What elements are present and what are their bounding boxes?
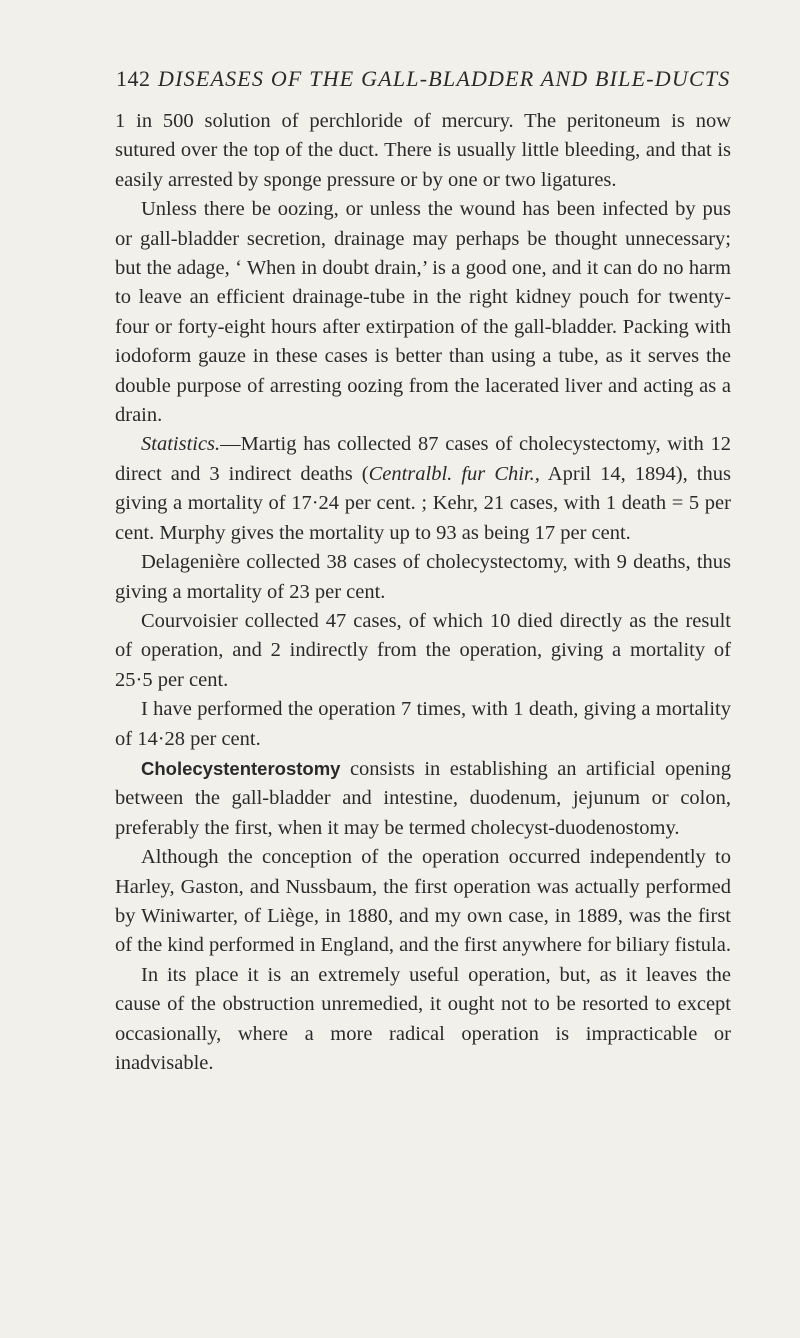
page-number: 142 (116, 66, 151, 91)
paragraph-history: Although the conception of the operation occurred independently to Harley, Gaston, and Nussbaum, the first operation was actually performed by Winiwarter, of Liège, in 1880, and my own case, in 1889, was the first of the kind performed in England, and the first anywhere for biliary fistula. (115, 846, 731, 957)
paragraph-continuation: 1 in 500 solution of perchloride of mercury. The peritoneum is now sutured over the top of the duct. There is usually little bleeding, and that is easily arrested by sponge pressure or by one or two ligatures. (115, 110, 731, 191)
paragraph-drainage: Unless there be oozing, or unless the wound has been infected by pus or gall-bladder secretion, drainage may perhaps be thought unnecessary; but the adage, ‘ When in doubt drain,’ is a good one, and it can do no harm to leave an efficient drainage-tube in the right kidney pouch for twenty-four or forty-eight hours after extirpation of the gall-bladder. Packing with iodoform gauze in these cases is better than using a tube, as it serves the double purpose of arresting oozing from the lacerated liver and acting as a drain. (115, 198, 731, 427)
paragraph-own-cases: I have performed the operation 7 times, with 1 death, giving a mortality of 14·28 per cent. (115, 698, 731, 750)
statistics-heading: Statistics. (141, 433, 221, 456)
running-title: DISEASES OF THE GALL-BLADDER AND BILE-DUCTS (158, 66, 731, 91)
statistics-citation: Centralbl. fur Chir., (368, 462, 540, 485)
cholecystenterostomy-text: consists in establishing an artificial opening between the gall-bladder and intestine, duodenum, jejunum or colon, preferably the first, when it may be termed cholecyst-duodenostomy. (115, 757, 731, 839)
statistics-text-a: —Martig has collected 87 cases of cholecystectomy, with 12 direct and 3 indirect deaths ( (115, 433, 731, 485)
paragraph-cholecystenterostomy (115, 754, 731, 843)
statistics-text-b: April 14, 1894), thus giving a mortality of 17·24 per cent. ; Kehr, 21 cases, with 1 death = 5 per cent. Murphy gives the mortality up to 93 as being 17 per cent. (115, 462, 731, 544)
body-text (115, 107, 731, 1078)
cholecystenterostomy-heading: Cholecystenterostomy (141, 757, 341, 779)
paragraph-delageniere: Delagenière collected 38 cases of cholecystectomy, with 9 deaths, thus giving a mortality of 23 per cent. (115, 551, 731, 603)
paragraph-statistics (115, 430, 731, 548)
paragraph-courvoisier: Courvoisier collected 47 cases, of which 10 died directly as the result of operation, and 2 indirectly from the operation, giving a mortality of 25·5 per cent. (115, 609, 731, 691)
running-head (116, 64, 730, 94)
paragraph-usefulness: In its place it is an extremely useful operation, but, as it leaves the cause of the obstruction unremedied, it ought not to be resorted to except occasionally, where a more radical operation is impracticable or inadvisable. (115, 963, 731, 1074)
